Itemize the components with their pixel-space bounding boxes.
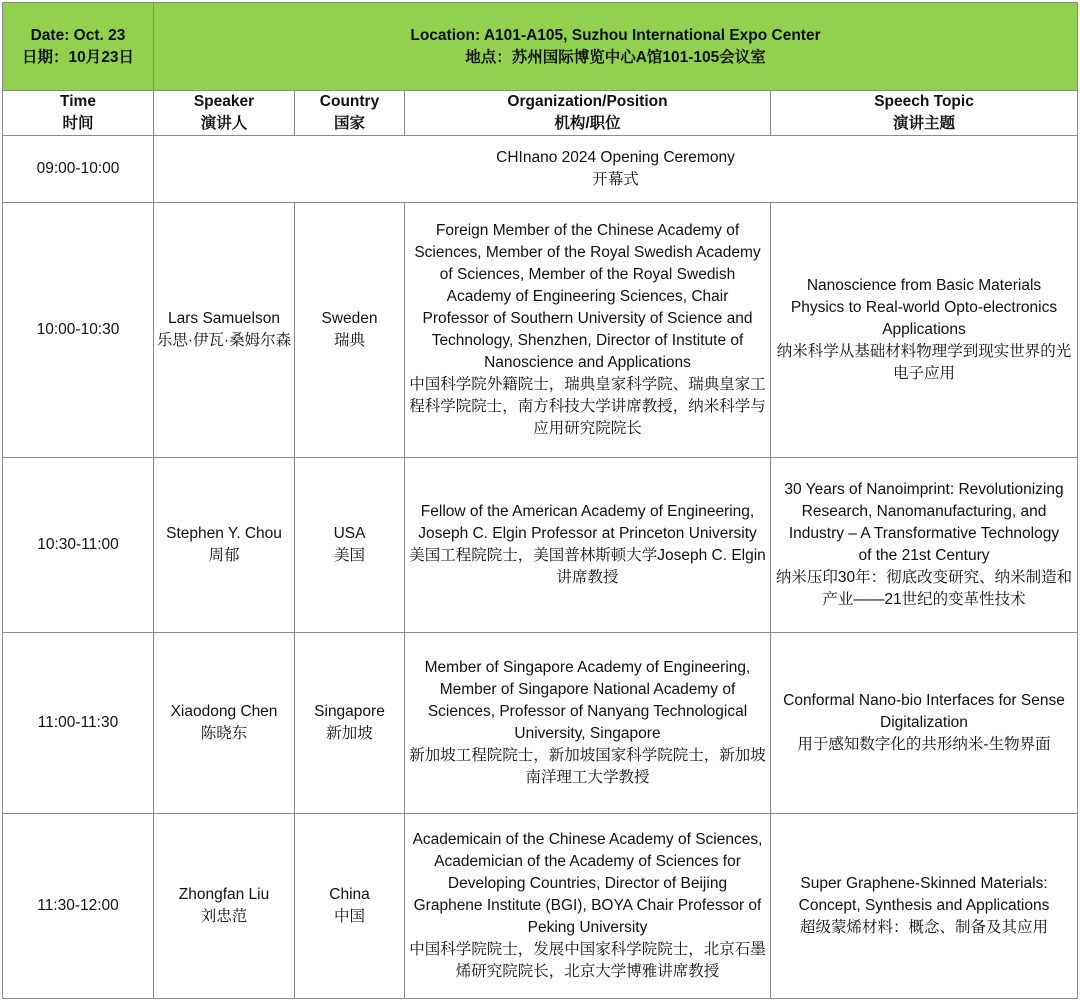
organization-line-en: University, Singapore — [514, 725, 661, 742]
topic-line-en: Applications — [882, 321, 966, 338]
organization-line-en: Professor of Southern University of Science and — [422, 310, 753, 327]
organization-line-en: Peking University — [527, 919, 648, 936]
topic-cell — [771, 633, 1078, 814]
header-row — [3, 3, 1078, 91]
col-header-zh: 演讲主题 — [892, 115, 955, 132]
col-header-zh: 机构/职位 — [554, 115, 621, 132]
time-cell: 10:30-11:00 — [3, 458, 154, 633]
col-header-organization — [405, 91, 771, 136]
topic-line-en: Research, Nanomanufacturing, and — [801, 503, 1047, 520]
speaker-name-zh: 陈晓东 — [200, 725, 248, 742]
col-header-speaker — [154, 91, 295, 136]
organization-line-en: Graphene Institute (BGI), BOYA Chair Professor of — [413, 897, 762, 914]
speaker-name-en: Lars Samuelson — [167, 310, 280, 327]
col-header-topic — [771, 91, 1078, 136]
location-cell — [154, 3, 1078, 91]
topic-cell — [771, 814, 1078, 999]
topic-line-en: Conformal Nano-bio Interfaces for Sense — [783, 692, 1065, 709]
speaker-cell — [154, 633, 295, 814]
col-header-en: Organization/Position — [507, 93, 668, 110]
topic-cell — [771, 458, 1078, 633]
country-en: Singapore — [314, 703, 385, 720]
date-zh: 日期：10月23日 — [22, 48, 134, 66]
table-row — [3, 458, 1078, 633]
organization-line-en: Fellow of the American Academy of Engineering, — [420, 503, 755, 520]
col-header-en: Speaker — [193, 93, 255, 110]
opening-row — [3, 136, 1078, 203]
time-cell: 11:00-11:30 — [3, 633, 154, 814]
organization-cell — [405, 814, 771, 999]
organization-line-en: of Sciences, Member of the Royal Swedish — [439, 266, 736, 283]
organization-line-en: Technology, Shenzhen, Director of Institute of — [431, 332, 744, 349]
organization-line-zh: 中国科学院院士，发展中国家科学院院士，北京石墨 — [409, 941, 766, 958]
opening-title-en: CHInano 2024 Opening Ceremony — [496, 149, 735, 166]
organization-line-zh: 南洋理工大学教授 — [525, 769, 650, 786]
speaker-cell — [154, 203, 295, 458]
country-en: USA — [333, 525, 366, 542]
country-cell — [295, 203, 405, 458]
col-header-country — [295, 91, 405, 136]
country-cell — [295, 458, 405, 633]
speaker-name-zh: 刘忠范 — [200, 908, 248, 925]
col-header-time — [3, 91, 154, 136]
organization-line-en: Joseph C. Elgin Professor at Princeton University — [418, 525, 757, 542]
topic-line-en: Industry – A Transformative Technology — [788, 525, 1060, 542]
speaker-cell — [154, 458, 295, 633]
organization-line-en: Sciences, Member of the Royal Swedish Academy — [414, 244, 761, 261]
topic-line-en: Super Graphene-Skinned Materials: — [800, 875, 1048, 892]
opening-time: 09:00-10:00 — [3, 136, 154, 203]
topic-line-zh: 电子应用 — [892, 365, 955, 382]
country-en: Sweden — [321, 310, 378, 327]
country-en: China — [329, 886, 370, 903]
speaker-name-en: Xiaodong Chen — [170, 703, 278, 720]
speaker-name-en: Zhongfan Liu — [178, 886, 270, 903]
topic-line-en: Physics to Real-world Opto-electronics — [790, 299, 1058, 316]
country-zh: 新加坡 — [326, 725, 373, 742]
organization-line-zh: 应用研究院院长 — [533, 420, 642, 437]
time-cell: 11:30-12:00 — [3, 814, 154, 999]
country-zh: 中国 — [333, 908, 365, 925]
organization-line-en: Nanoscience and Applications — [484, 354, 691, 371]
topic-line-en: Digitalization — [880, 714, 968, 731]
table-row — [3, 633, 1078, 814]
col-header-zh: 国家 — [333, 115, 365, 132]
topic-line-en: Nanoscience from Basic Materials — [806, 277, 1042, 294]
col-header-en: Country — [319, 93, 380, 110]
organization-line-en: Member of Singapore Academy of Engineering, — [424, 659, 751, 676]
country-cell — [295, 814, 405, 999]
speaker-cell — [154, 814, 295, 999]
column-header-row — [3, 91, 1078, 136]
speaker-name-en: Stephen Y. Chou — [166, 525, 282, 542]
organization-line-en: Academicain of the Chinese Academy of Sciences, — [412, 831, 763, 848]
col-header-en: Speech Topic — [874, 93, 974, 110]
col-header-zh: 演讲人 — [200, 115, 248, 132]
topic-line-en: 30 Years of Nanoimprint: Revolutionizing — [784, 481, 1064, 498]
organization-line-zh: 程科学院院士，南方科技大学讲席教授，纳米科学与 — [409, 398, 766, 415]
country-cell — [295, 633, 405, 814]
opening-title-cell — [154, 136, 1078, 203]
col-header-en: Time — [60, 93, 96, 110]
organization-line-zh: 烯研究院院长，北京大学博雅讲席教授 — [455, 963, 720, 980]
topic-line-zh: 用于感知数字化的共形纳米-生物界面 — [797, 736, 1051, 753]
topic-line-en: Concept, Synthesis and Applications — [798, 897, 1050, 914]
location-zh: 地点：苏州国际博览中心A馆101-105会议室 — [465, 48, 766, 66]
topic-line-zh: 超级蒙烯材料：概念、制备及其应用 — [799, 919, 1048, 936]
schedule-table — [2, 2, 1078, 999]
organization-line-en: Developing Countries, Director of Beijing — [447, 875, 728, 892]
organization-line-zh: 中国科学院外籍院士，瑞典皇家科学院、瑞典皇家工 — [409, 376, 766, 393]
topic-cell — [771, 203, 1078, 458]
country-zh: 美国 — [333, 547, 365, 564]
organization-line-en: Academician of the Academy of Sciences for — [434, 853, 741, 870]
col-header-zh: 时间 — [62, 115, 94, 132]
table-row — [3, 814, 1078, 999]
organization-line-en: Academy of Engineering Sciences, Chair — [446, 288, 729, 305]
opening-title-zh: 开幕式 — [592, 171, 639, 188]
date-cell — [3, 3, 154, 91]
organization-cell — [405, 203, 771, 458]
country-zh: 瑞典 — [333, 332, 365, 349]
organization-cell — [405, 633, 771, 814]
organization-line-en: Member of Singapore National Academy of — [439, 681, 736, 698]
organization-line-zh: 美国工程院院士，美国普林斯顿大学Joseph C. Elgin — [409, 547, 766, 564]
topic-line-en: of the 21st Century — [858, 547, 990, 564]
organization-line-en: Sciences, Professor of Nanyang Technological — [427, 703, 748, 720]
organization-cell — [405, 458, 771, 633]
topic-line-zh: 产业——21世纪的变革性技术 — [822, 591, 1026, 608]
table-row — [3, 203, 1078, 458]
topic-line-zh: 纳米压印30年：彻底改变研究、纳米制造和 — [775, 569, 1073, 586]
organization-line-en: Foreign Member of the Chinese Academy of — [435, 222, 740, 239]
speaker-name-zh: 周郁 — [208, 547, 240, 564]
topic-line-zh: 纳米科学从基础材料物理学到现实世界的光 — [776, 343, 1072, 360]
time-cell: 10:00-10:30 — [3, 203, 154, 458]
organization-line-zh: 讲席教授 — [556, 569, 619, 586]
organization-line-zh: 新加坡工程院院士，新加坡国家科学院院士，新加坡 — [409, 747, 766, 764]
date-en: Date: Oct. 23 — [30, 26, 126, 44]
speaker-name-zh: 乐思·伊瓦·桑姆尔森 — [156, 332, 292, 349]
location-en: Location: A101-A105, Suzhou International Expo Center — [410, 26, 821, 44]
